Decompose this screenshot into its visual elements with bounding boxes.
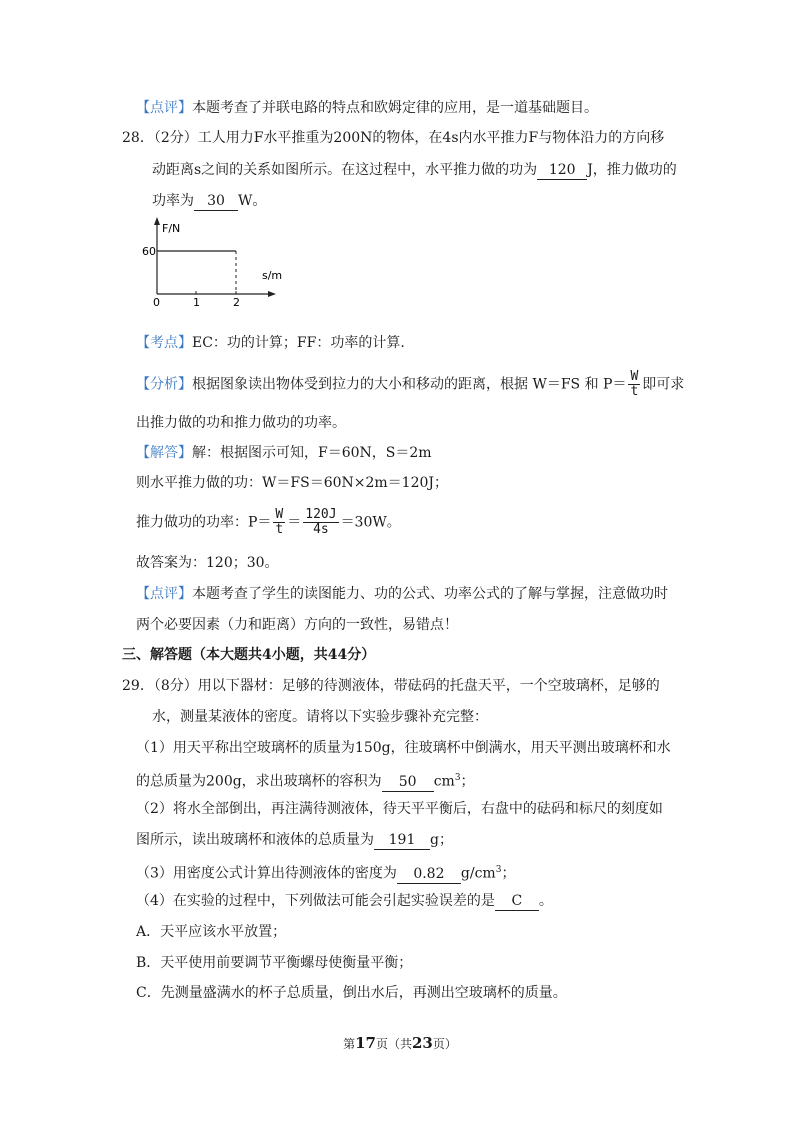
x-axis-arrow-icon [268, 291, 276, 297]
x-tick-1: 1 [193, 296, 200, 306]
section-3-title: 三、解答题（本大题共4小题，共44分） [122, 647, 376, 663]
q29-s2-line1: （2）将水全部倒出，再注满待测液体，待天平平衡后，右盘中的砝码和标尺的刻度如 [136, 801, 663, 817]
q29-s1-line2-text: 的总质量为200g，求出玻璃杯的容积为 [136, 773, 382, 790]
q29-s3-pre: （3）用密度公式计算出待测液体的密度为 [136, 865, 397, 882]
comment-text: 本题考查了并联电路的特点和欧姆定律的应用，是一道基础题目。 [192, 100, 598, 116]
fenxi-text-end: 即可求 [642, 376, 685, 393]
y-axis-label: F/N [162, 222, 181, 235]
q29-s1-end: ； [460, 773, 475, 790]
q29-s1-answer: 50 [382, 773, 434, 792]
q28-answer-power: 30 [194, 192, 238, 211]
q29-s4-end: 。 [538, 893, 553, 909]
fenxi-frac-den: t [630, 384, 639, 399]
q29-s2-line2-text: 图所示，读出玻璃杯和液体的总质量为 [136, 832, 374, 848]
q28-line2-end: J，推力做功的 [587, 162, 677, 178]
comment-27 [136, 98, 598, 118]
q28-line2 [152, 160, 677, 180]
footer-post: 页） [432, 1037, 457, 1051]
q28-line2-text: 动距离s之间的关系如图所示。在这过程中，水平推力做的功为 [152, 162, 538, 178]
q28-line3-pre: 功率为 [152, 193, 194, 209]
q28-answer-work: 120 [537, 161, 587, 180]
q29-s3 [136, 860, 515, 884]
y-axis-arrow-icon [154, 217, 160, 225]
q29-s3-sup: 3 [495, 865, 502, 875]
f1-num: W [275, 507, 284, 522]
x-tick-2: 2 [233, 296, 240, 306]
q29-s4 [136, 891, 553, 911]
jieda-28 [136, 443, 432, 463]
jieda-line2: 则水平推力做的功：W＝FS＝60N×2m＝120J； [136, 475, 449, 491]
fenxi-tag: 【分析】 [136, 376, 192, 393]
q29-s1-line2 [136, 768, 475, 792]
footer-pre: 第 [343, 1037, 356, 1051]
jieda-tag: 【解答】 [136, 445, 192, 461]
q29-s3-end: ； [501, 865, 516, 882]
jieda-line4: 故答案为：120；30。 [136, 555, 279, 571]
q29-s2-line2 [136, 830, 453, 850]
force-distance-graph [140, 214, 290, 306]
q29-s3-answer: 0.82 [397, 865, 461, 884]
q29-s1-line1: （1）用天平称出空玻璃杯的质量为150g，往玻璃杯中倒满水，用天平测出玻璃杯和水 [136, 740, 671, 756]
x-axis-label: s/m [262, 269, 283, 282]
q29-s4-answer: C [495, 892, 539, 911]
q28-line3-end: W。 [238, 193, 267, 209]
q29-s1-unit: cm [433, 773, 455, 790]
jieda-line3-end: ＝30W。 [340, 514, 401, 531]
dianping-line1: 本题考查了学生的读图能力、功的公式、功率公式的了解与掌握，注意做功时 [192, 586, 668, 602]
q29-line1: 29．（8分）用以下器材：足够的待测液体，带砝码的托盘天平，一个空玻璃杯，足够的 [122, 678, 660, 694]
fenxi-28 [136, 370, 684, 399]
dianping-line2: 两个必要因素（力和距离）方向的一致性，易错点！ [136, 617, 458, 633]
q29-option-b: B．天平使用前要调节平衡螺母使衡量平衡； [136, 955, 413, 971]
comment-tag: 【点评】 [136, 100, 192, 116]
dianping-28 [136, 584, 668, 604]
fenxi-fraction [628, 370, 640, 399]
q29-s4-pre: （4）在实验的过程中，下列做法可能会引起实验误差的是 [136, 893, 495, 909]
q29-option-a: A．天平应该水平放置； [136, 924, 287, 940]
q29-s3-unit: g/cm [460, 865, 496, 882]
dianping-tag: 【点评】 [136, 586, 192, 602]
footer-total-pages: 23 [412, 1034, 433, 1052]
q29-s2-answer: 191 [374, 831, 430, 850]
jieda-line3 [136, 508, 401, 537]
jieda-fraction-1 [273, 508, 285, 537]
kaodian-tag: 【考点】 [136, 335, 192, 351]
jieda-eq: ＝ [287, 514, 302, 531]
f2-den: 4s [313, 522, 329, 537]
q28-line1: 28．（2分）工人用力F水平推重为200N的物体，在4s内水平推力F与物体沿力的方向移 [122, 130, 665, 146]
page-footer [0, 1034, 800, 1052]
fenxi-28-line2: 出推力做的功和推力做功的功率。 [136, 415, 346, 431]
kaodian-28 [136, 333, 405, 353]
q28-line3 [152, 191, 266, 211]
fenxi-text: 根据图象读出物体受到拉力的大小和移动的距离，根据 W＝FS 和 P＝ [192, 376, 627, 393]
q29-s2-end: g； [430, 832, 453, 848]
jieda-line1: 解：根据图示可知，F＝60N，S＝2m [192, 445, 432, 461]
kaodian-text: EC：功的计算；FF：功率的计算. [192, 335, 405, 351]
f1-den: t [275, 522, 284, 537]
q29-s1-sup: 3 [454, 773, 461, 783]
f2-num: 120J [305, 507, 337, 522]
x-tick-0: 0 [153, 296, 160, 306]
footer-page-number: 17 [355, 1034, 376, 1052]
footer-mid: 页（共 [375, 1037, 412, 1051]
y-tick-60: 60 [142, 245, 156, 258]
q29-line2: 水，测量某液体的密度。请将以下实验步骤补充完整： [152, 709, 488, 725]
fenxi-frac-num: W [630, 369, 639, 384]
jieda-fraction-2 [303, 508, 338, 537]
jieda-line3-pre: 推力做功的功率：P＝ [136, 514, 272, 531]
q29-option-c: C．先测量盛满水的杯子总质量，倒出水后，再测出空玻璃杯的质量。 [136, 985, 567, 1001]
